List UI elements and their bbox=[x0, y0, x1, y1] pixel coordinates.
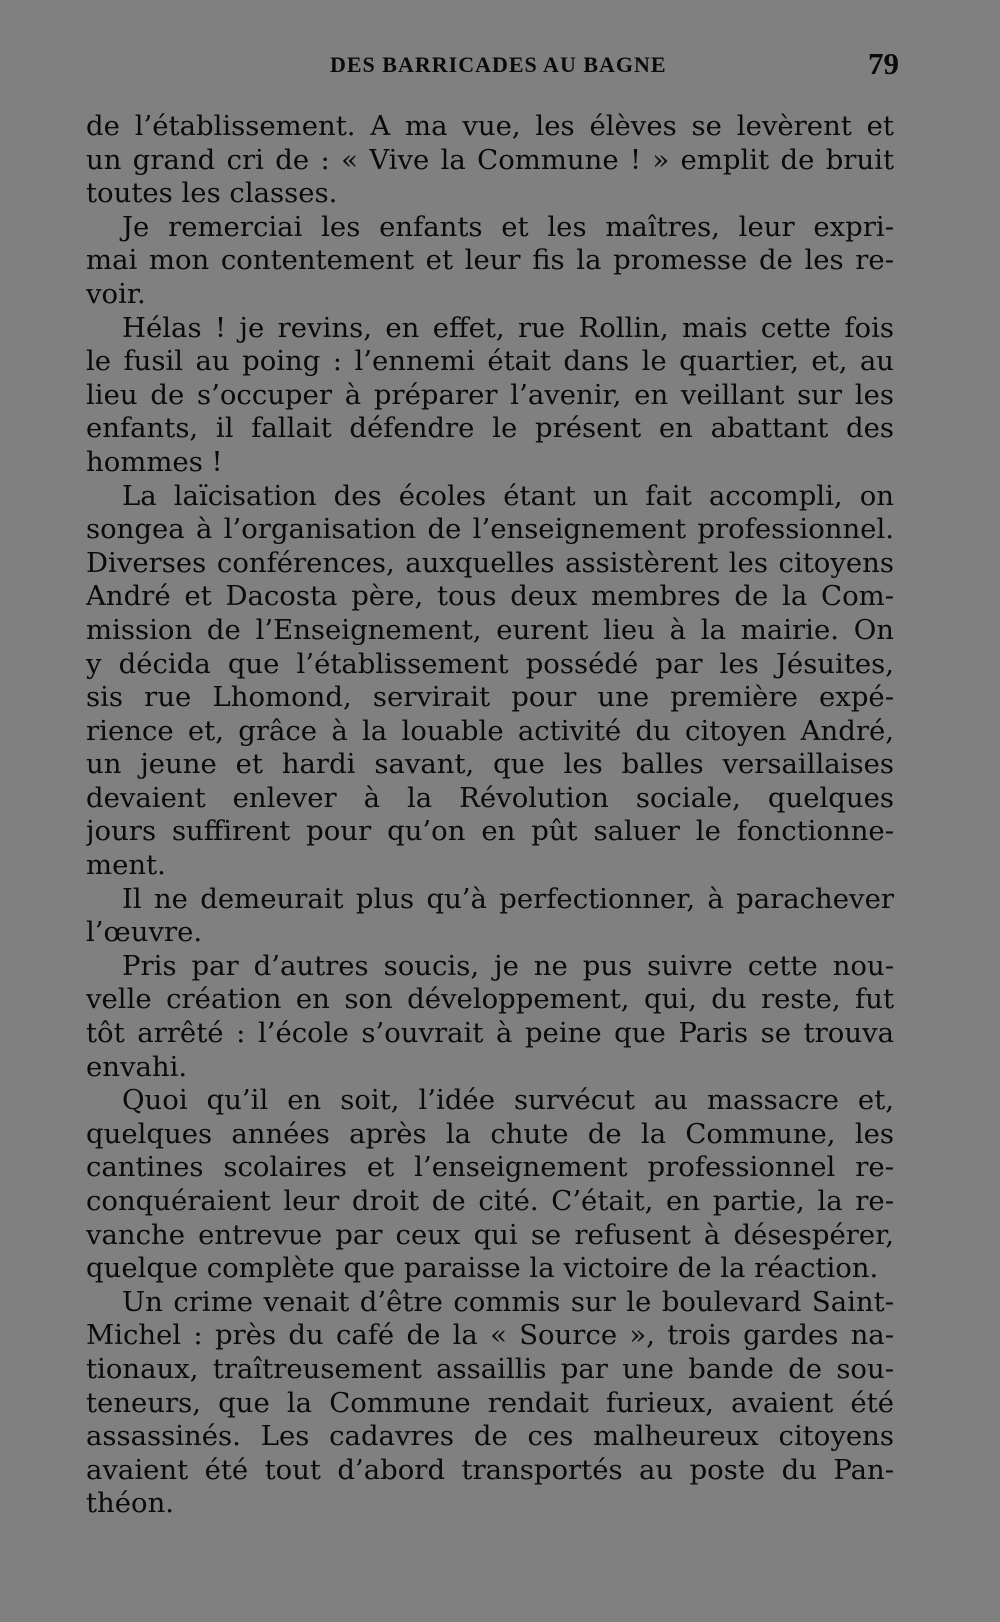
text-line: devaient enlever à la Révolution sociale, quelques bbox=[86, 781, 894, 814]
text-line: La laïcisation des écoles étant un fait accompli, on bbox=[122, 479, 894, 512]
text-line: Pris par d’autres soucis, je ne pus suivre cette nou- bbox=[122, 949, 894, 982]
text-line: un jeune et hardi savant, que les balles versaillaises bbox=[86, 748, 894, 781]
text-line: Diverses conférences, auxquelles assistèrent les citoyens bbox=[86, 546, 894, 579]
running-head bbox=[0, 46, 1000, 86]
text-line: Je remerciai les enfants et les maîtres, leur expri- bbox=[122, 210, 894, 243]
page-number: 79 bbox=[868, 46, 899, 81]
body-text bbox=[86, 110, 894, 1521]
text-line: y décida que l’établissement possédé par les Jésuites, bbox=[86, 647, 894, 680]
text-line: Quoi qu’il en soit, l’idée survécut au massacre et, bbox=[122, 1084, 894, 1117]
running-title: DES BARRICADES AU BAGNE bbox=[330, 52, 667, 77]
text-line: Il ne demeurait plus qu’à perfectionner, à parachever bbox=[122, 882, 894, 915]
text-line: lieu de s’occuper à préparer l’avenir, en veillant sur les bbox=[86, 378, 894, 411]
text-line: Michel : près du café de la « Source », trois gardes na- bbox=[86, 1319, 894, 1352]
text-line: Hélas ! je revins, en effet, rue Rollin, mais cette fois bbox=[122, 311, 894, 344]
text-line: avaient été tout d’abord transportés au poste du Pan- bbox=[86, 1453, 894, 1486]
text-line: jours suffirent pour qu’on en pût saluer le fonctionne- bbox=[86, 815, 894, 848]
text-line: voir. bbox=[86, 277, 146, 310]
text-line: rience et, grâce à la louable activité du citoyen André, bbox=[86, 714, 894, 747]
text-line: Un crime venait d’être commis sur le boulevard Saint- bbox=[122, 1285, 894, 1318]
text-line: mai mon contentement et leur fis la promesse de les re- bbox=[86, 244, 894, 277]
text-line: vanche entrevue par ceux qui se refusent à désespérer, bbox=[86, 1218, 894, 1251]
text-line: mission de l’Enseignement, eurent lieu à la mairie. On bbox=[86, 613, 894, 646]
text-line: quelques années après la chute de la Commune, les bbox=[86, 1117, 894, 1150]
text-line: teneurs, que la Commune rendait furieux, avaient été bbox=[86, 1386, 894, 1419]
text-line: toutes les classes. bbox=[86, 177, 338, 210]
text-line: ment. bbox=[86, 849, 166, 882]
text-line: assassinés. Les cadavres de ces malheureux citoyens bbox=[86, 1420, 894, 1453]
text-line: conquéraient leur droit de cité. C’était, en partie, la re- bbox=[86, 1185, 894, 1217]
text-line: l’œuvre. bbox=[86, 916, 203, 949]
text-line: André et Dacosta père, tous deux membres de la Com- bbox=[86, 580, 894, 613]
text-line: enfants, il fallait défendre le présent en abattant des bbox=[86, 412, 894, 445]
text-line: envahi. bbox=[86, 1050, 188, 1083]
text-line: un grand cri de : « Vive la Commune ! » emplit de bruit bbox=[86, 143, 894, 176]
text-line: sis rue Lhomond, servirait pour une première expé- bbox=[86, 681, 894, 714]
text-line: cantines scolaires et l’enseignement professionnel re- bbox=[86, 1151, 894, 1184]
text-line: velle création en son développement, qui, du reste, fut bbox=[86, 983, 894, 1016]
text-line: quelque complète que paraisse la victoire de la réaction. bbox=[86, 1252, 879, 1285]
text-line: de l’établissement. A ma vue, les élèves se levèrent et bbox=[86, 110, 894, 142]
text-line: tôt arrêté : l’école s’ouvrait à peine que Paris se trouva bbox=[86, 1017, 894, 1050]
text-line: théon. bbox=[86, 1487, 175, 1520]
text-line: songea à l’organisation de l’enseignement professionnel. bbox=[86, 513, 894, 546]
text-line: le fusil au poing : l’ennemi était dans le quartier, et, au bbox=[86, 345, 894, 378]
text-line: hommes ! bbox=[86, 445, 223, 478]
text-line: tionaux, traîtreusement assaillis par une bande de sou- bbox=[86, 1352, 894, 1385]
